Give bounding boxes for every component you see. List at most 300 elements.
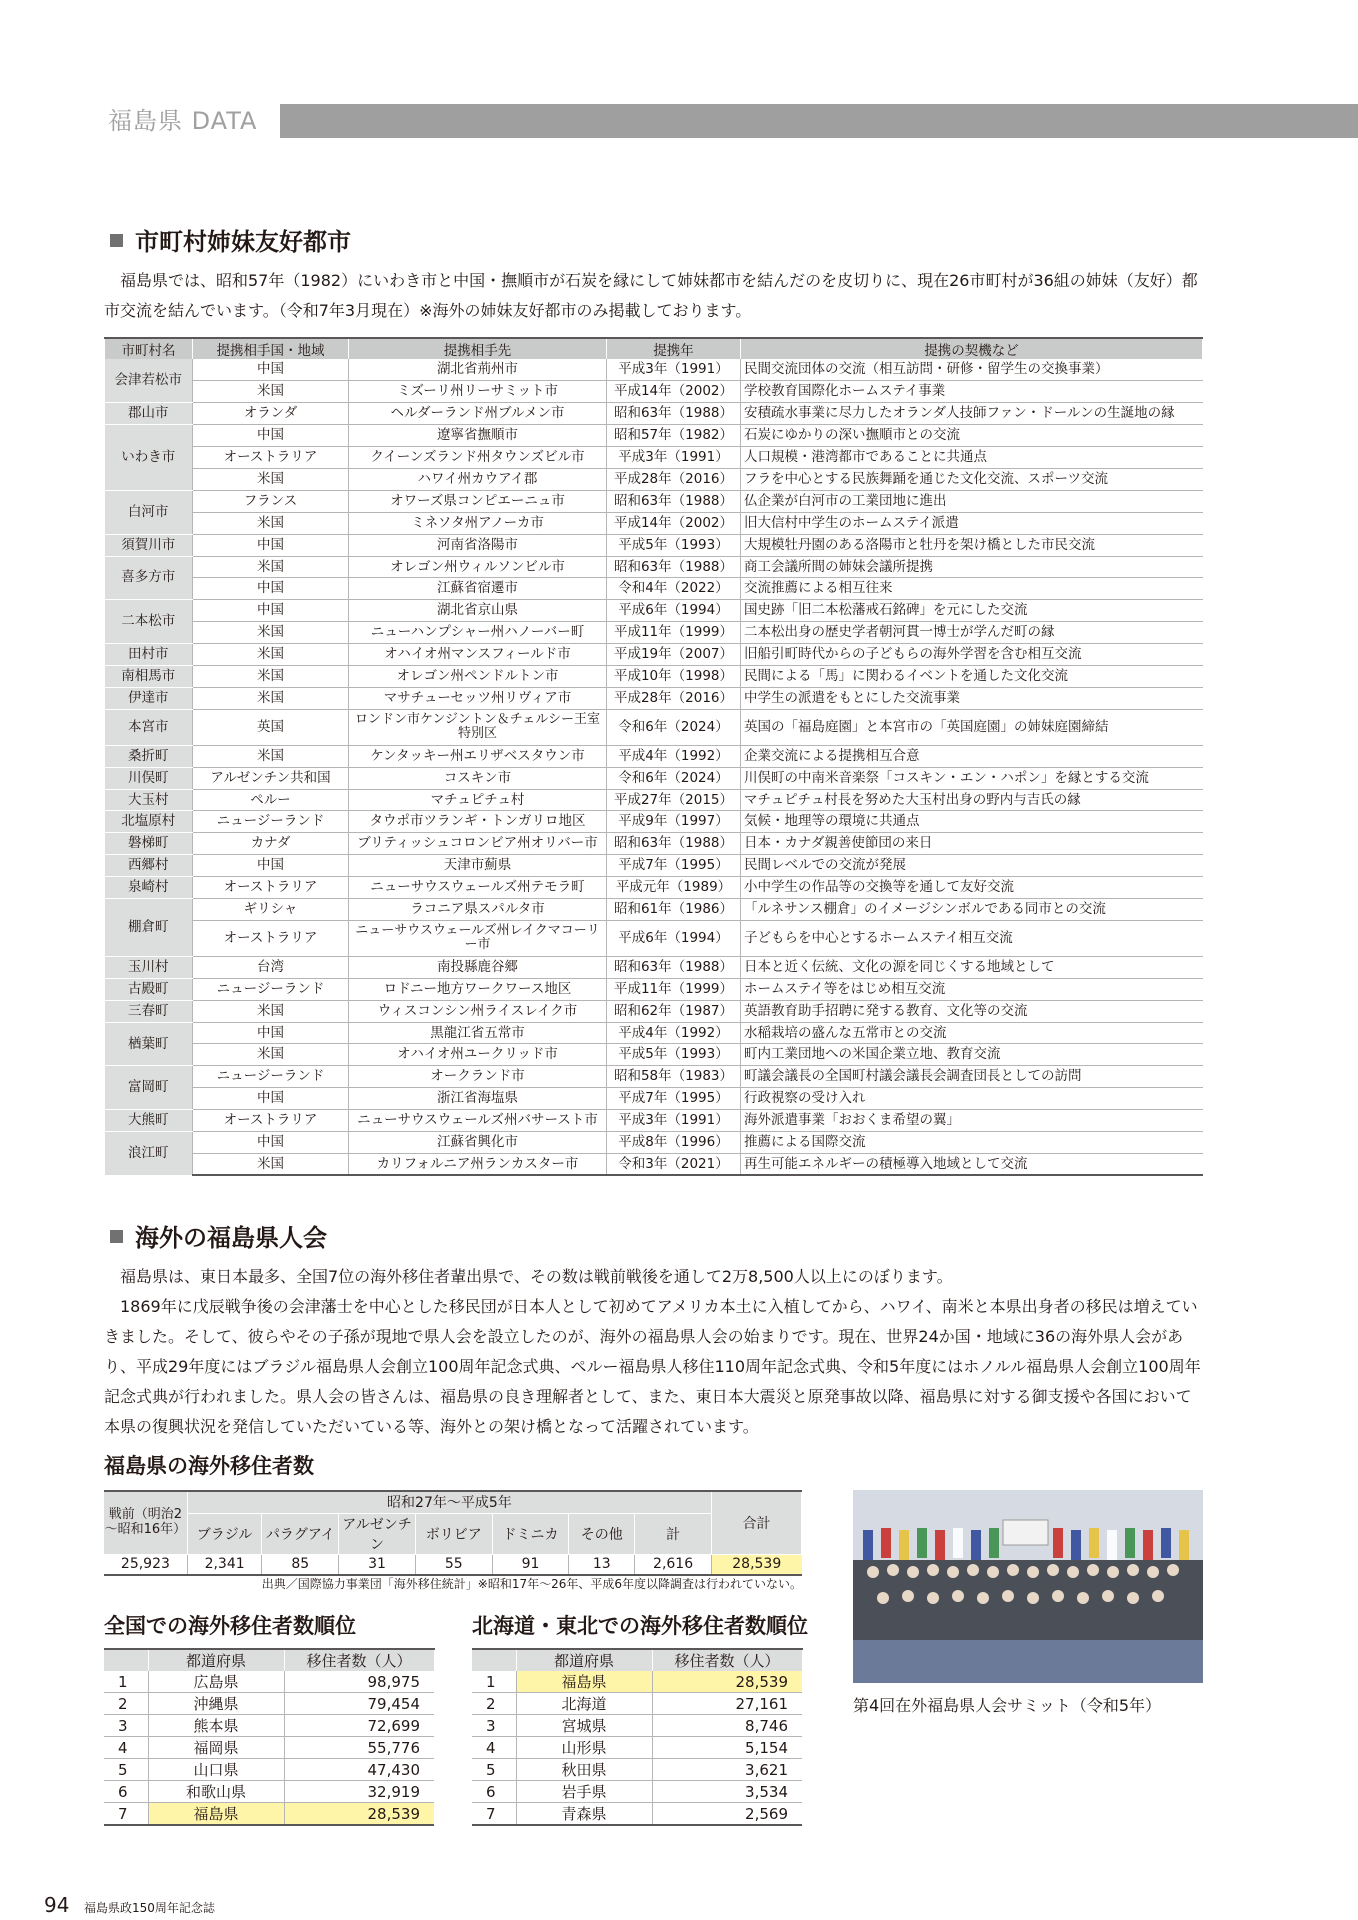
country-cell: 米国 bbox=[193, 665, 349, 687]
city-cell: 須賀川市 bbox=[105, 534, 193, 556]
year-cell: 平成7年（1995） bbox=[607, 1088, 741, 1110]
total-header: 合計 bbox=[712, 1491, 802, 1554]
country-cell: ニュージーランド bbox=[193, 1066, 349, 1088]
reason-cell: 仏企業が白河市の工業団地に進出 bbox=[741, 490, 1203, 512]
city-cell: 浪江町 bbox=[105, 1132, 193, 1176]
reason-cell: 民間による「馬」に関わるイベントを通した文化交流 bbox=[741, 665, 1203, 687]
count-cell: 28,539 bbox=[284, 1803, 434, 1826]
emigrants-title: 福島県の海外移住者数 bbox=[104, 1454, 314, 1478]
national-rank-title: 全国での海外移住者数順位 bbox=[104, 1614, 356, 1638]
country-cell: 中国 bbox=[193, 425, 349, 447]
table-row bbox=[105, 1088, 1203, 1110]
table-row bbox=[105, 789, 1203, 811]
pref-cell: 和歌山県 bbox=[148, 1781, 284, 1803]
city-cell: 二本松市 bbox=[105, 600, 193, 644]
year-cell: 平成28年（2016） bbox=[607, 468, 741, 490]
year-cell: 平成元年（1989） bbox=[607, 877, 741, 899]
partner-cell: ロンドン市ケンジントン＆チェルシー王室特別区 bbox=[349, 709, 607, 745]
city-cell: 会津若松市 bbox=[105, 359, 193, 403]
partner-cell: ハワイ州カウアイ郡 bbox=[349, 468, 607, 490]
reason-cell: 日本と近く伝統、文化の源を同じくする地域として bbox=[741, 956, 1203, 978]
table-row bbox=[105, 665, 1203, 687]
year-cell: 昭和63年（1988） bbox=[607, 956, 741, 978]
pref-cell: 熊本県 bbox=[148, 1715, 284, 1737]
year-cell: 昭和63年（1988） bbox=[607, 556, 741, 578]
reason-cell: 「ルネサンス棚倉」のイメージシンボルである同市との交流 bbox=[741, 898, 1203, 920]
country-cell: オランダ bbox=[193, 403, 349, 425]
reason-cell: 旧船引町時代からの子どもらの海外学習を含む相互交流 bbox=[741, 644, 1203, 666]
partner-cell: 天津市薊県 bbox=[349, 855, 607, 877]
partner-cell: オワーズ県コンピエーニュ市 bbox=[349, 490, 607, 512]
country-cell: 米国 bbox=[193, 687, 349, 709]
rank-cell: 7 bbox=[472, 1803, 516, 1826]
period-header: 昭和27年～平成5年 bbox=[187, 1491, 711, 1513]
table-row bbox=[105, 956, 1203, 978]
city-cell: 田村市 bbox=[105, 644, 193, 666]
reason-cell: 民間レベルでの交流が発展 bbox=[741, 855, 1203, 877]
reason-cell: 小中学生の作品等の交換等を通して友好交流 bbox=[741, 877, 1203, 899]
rank-row bbox=[104, 1759, 434, 1781]
partner-cell: 湖北省荊州市 bbox=[349, 359, 607, 381]
rank-row bbox=[472, 1715, 802, 1737]
table-row bbox=[105, 1022, 1203, 1044]
partner-cell: ブリティッシュコロンビア州オリバー市 bbox=[349, 833, 607, 855]
table-row bbox=[105, 920, 1203, 956]
table-row bbox=[105, 425, 1203, 447]
country-cell: オーストラリア bbox=[193, 920, 349, 956]
rank-row bbox=[472, 1671, 802, 1693]
reason-cell: 中学生の派遣をもとにした交流事業 bbox=[741, 687, 1203, 709]
rank-cell: 5 bbox=[472, 1759, 516, 1781]
city-cell: 磐梯町 bbox=[105, 833, 193, 855]
reason-cell: 水稲栽培の盛んな五常市との交流 bbox=[741, 1022, 1203, 1044]
table-row bbox=[105, 359, 1203, 381]
country-cell: 英国 bbox=[193, 709, 349, 745]
year-cell: 令和6年（2024） bbox=[607, 709, 741, 745]
country-value: 2,616 bbox=[635, 1554, 712, 1575]
reason-cell: 英国の「福島庭園」と本宮市の「英国庭園」の姉妹庭園締結 bbox=[741, 709, 1203, 745]
rank-row bbox=[472, 1693, 802, 1715]
header-label: 福島県 DATA bbox=[104, 104, 280, 138]
country-cell: 米国 bbox=[193, 1000, 349, 1022]
table-row bbox=[105, 1153, 1203, 1175]
rank-cell: 1 bbox=[472, 1671, 516, 1693]
year-cell: 令和3年（2021） bbox=[607, 1153, 741, 1175]
rank-cell: 2 bbox=[472, 1693, 516, 1715]
year-cell: 平成4年（1992） bbox=[607, 1022, 741, 1044]
table-row bbox=[105, 534, 1203, 556]
reason-cell: 企業交流による提携相互合意 bbox=[741, 745, 1203, 767]
partner-cell: ニューハンプシャー州ハノーバー町 bbox=[349, 622, 607, 644]
city-cell: 大玉村 bbox=[105, 789, 193, 811]
rank-header bbox=[472, 1649, 516, 1671]
country-cell: 中国 bbox=[193, 855, 349, 877]
country-value: 55 bbox=[415, 1554, 492, 1575]
reason-cell: 子どもらを中心とするホームステイ相互交流 bbox=[741, 920, 1203, 956]
table-row bbox=[105, 556, 1203, 578]
pref-cell: 山形県 bbox=[516, 1737, 652, 1759]
city-cell: 本宮市 bbox=[105, 709, 193, 745]
year-cell: 平成11年（1999） bbox=[607, 978, 741, 1000]
year-cell: 平成5年（1993） bbox=[607, 1044, 741, 1066]
country-cell: 米国 bbox=[193, 512, 349, 534]
rank-row bbox=[104, 1715, 434, 1737]
sister-intro: 福島県では、昭和57年（1982）にいわき市と中国・撫順市が石炭を縁にして姉妹都市を結んだのを皮切りに、現在26市町村が36組の姉妹（友好）都市交流を結んでいます。（令和7年3月現在）※海外の姉妹友好都市のみ掲載しております。 bbox=[104, 271, 1198, 320]
city-cell: 泉崎村 bbox=[105, 877, 193, 899]
country-cell: 米国 bbox=[193, 556, 349, 578]
table-row bbox=[105, 745, 1203, 767]
partner-cell: タウポ市ツランギ・トンガリロ地区 bbox=[349, 811, 607, 833]
year-cell: 平成5年（1993） bbox=[607, 534, 741, 556]
partner-cell: カリフォルニア州ランカスター市 bbox=[349, 1153, 607, 1175]
count-cell: 72,699 bbox=[284, 1715, 434, 1737]
partner-cell: 江蘇省宿遷市 bbox=[349, 578, 607, 600]
city-cell: 伊達市 bbox=[105, 687, 193, 709]
rank-header bbox=[104, 1649, 148, 1671]
partner-cell: ニューサウスウェールズ州バサースト市 bbox=[349, 1110, 607, 1132]
country-header: ブラジル bbox=[187, 1513, 262, 1554]
country-header: ドミニカ bbox=[492, 1513, 569, 1554]
rank-row bbox=[104, 1737, 434, 1759]
reason-cell: 人口規模・港湾都市であることに共通点 bbox=[741, 447, 1203, 469]
partner-cell: クイーンズランド州タウンズビル市 bbox=[349, 447, 607, 469]
reason-cell: 旧大信村中学生のホームステイ派遣 bbox=[741, 512, 1203, 534]
city-cell: 南相馬市 bbox=[105, 665, 193, 687]
country-cell: カナダ bbox=[193, 833, 349, 855]
partner-cell: マチュピチュ村 bbox=[349, 789, 607, 811]
table-row bbox=[105, 1000, 1203, 1022]
rank-cell: 1 bbox=[104, 1671, 148, 1693]
count-cell: 47,430 bbox=[284, 1759, 434, 1781]
year-cell: 平成10年（1998） bbox=[607, 665, 741, 687]
year-cell: 平成4年（1992） bbox=[607, 745, 741, 767]
count-cell: 27,161 bbox=[652, 1693, 802, 1715]
prewar-value: 25,923 bbox=[104, 1554, 187, 1575]
header-bar bbox=[104, 104, 1358, 138]
section-title-sister: 市町村姉妹友好都市 bbox=[110, 222, 351, 257]
partner-cell: オハイオ州マンスフィールド市 bbox=[349, 644, 607, 666]
city-cell: 大熊町 bbox=[105, 1110, 193, 1132]
pref-cell: 広島県 bbox=[148, 1671, 284, 1693]
reason-cell: 再生可能エネルギーの積極導入地域として交流 bbox=[741, 1153, 1203, 1175]
count-cell: 2,569 bbox=[652, 1803, 802, 1826]
country-header: ボリビア bbox=[415, 1513, 492, 1554]
country-cell: 台湾 bbox=[193, 956, 349, 978]
table-row bbox=[105, 833, 1203, 855]
table-row bbox=[105, 709, 1203, 745]
year-cell: 平成3年（1991） bbox=[607, 359, 741, 381]
year-cell: 令和6年（2024） bbox=[607, 767, 741, 789]
partner-cell: ケンタッキー州エリザベスタウン市 bbox=[349, 745, 607, 767]
reason-cell: マチュピチュ村長を努めた大玉村出身の野内与吉氏の縁 bbox=[741, 789, 1203, 811]
partner-cell: 浙江省海塩県 bbox=[349, 1088, 607, 1110]
city-cell: いわき市 bbox=[105, 425, 193, 491]
city-cell: 玉川村 bbox=[105, 956, 193, 978]
pref-cell: 岩手県 bbox=[516, 1781, 652, 1803]
table-row bbox=[105, 381, 1203, 403]
count-cell: 79,454 bbox=[284, 1693, 434, 1715]
country-cell: ギリシャ bbox=[193, 898, 349, 920]
city-cell: 川俣町 bbox=[105, 767, 193, 789]
city-cell: 棚倉町 bbox=[105, 898, 193, 956]
partner-cell: ロドニー地方ワークワース地区 bbox=[349, 978, 607, 1000]
table-row bbox=[105, 1044, 1203, 1066]
table-row bbox=[105, 767, 1203, 789]
country-cell: ニュージーランド bbox=[193, 978, 349, 1000]
sister-city-table bbox=[104, 337, 1203, 1176]
table-row bbox=[105, 898, 1203, 920]
partner-cell: ニューサウスウェールズ州レイクマコーリー市 bbox=[349, 920, 607, 956]
country-cell: 中国 bbox=[193, 359, 349, 381]
table-row bbox=[105, 855, 1203, 877]
country-header: その他 bbox=[569, 1513, 635, 1554]
country-value: 85 bbox=[262, 1554, 339, 1575]
country-cell: アルゼンチン共和国 bbox=[193, 767, 349, 789]
country-cell: 中国 bbox=[193, 578, 349, 600]
partner-cell: コスキン市 bbox=[349, 767, 607, 789]
reason-cell: 二本松出身の歴史学者朝河貫一博士が学んだ町の縁 bbox=[741, 622, 1203, 644]
rank-row bbox=[472, 1737, 802, 1759]
table-row bbox=[105, 644, 1203, 666]
rank-cell: 7 bbox=[104, 1803, 148, 1826]
table-row bbox=[105, 468, 1203, 490]
reason-cell: 町議会議長の全国町村議会議長会調査団長としての訪問 bbox=[741, 1066, 1203, 1088]
year-cell: 平成6年（1994） bbox=[607, 920, 741, 956]
table-row bbox=[105, 447, 1203, 469]
year-cell: 昭和58年（1983） bbox=[607, 1066, 741, 1088]
reason-cell: 学校教育国際化ホームステイ事業 bbox=[741, 381, 1203, 403]
reason-cell: 国史跡「旧二本松藩戒石銘碑」を元にした交流 bbox=[741, 600, 1203, 622]
col-header: 市町村名 bbox=[105, 338, 193, 359]
pref-cell: 沖縄県 bbox=[148, 1693, 284, 1715]
table-row bbox=[105, 1132, 1203, 1154]
year-cell: 平成14年（2002） bbox=[607, 512, 741, 534]
pref-cell: 青森県 bbox=[516, 1803, 652, 1826]
table-row bbox=[105, 512, 1203, 534]
country-cell: 米国 bbox=[193, 1153, 349, 1175]
col-header: 提携年 bbox=[607, 338, 741, 359]
count-cell: 3,621 bbox=[652, 1759, 802, 1781]
city-cell: 西郷村 bbox=[105, 855, 193, 877]
col-header: 提携相手国・地域 bbox=[193, 338, 349, 359]
country-value: 2,341 bbox=[187, 1554, 262, 1575]
pref-header: 都道府県 bbox=[516, 1649, 652, 1671]
rank-row bbox=[104, 1693, 434, 1715]
prewar-header: 戦前（明治2～昭和16年） bbox=[104, 1491, 187, 1554]
rank-cell: 3 bbox=[472, 1715, 516, 1737]
city-cell: 北塩原村 bbox=[105, 811, 193, 833]
reason-cell: 商工会議所間の姉妹会議所提携 bbox=[741, 556, 1203, 578]
city-cell: 楢葉町 bbox=[105, 1022, 193, 1066]
table-row bbox=[105, 600, 1203, 622]
footer-text: 福島県政150周年記念誌 bbox=[84, 1901, 215, 1915]
reason-cell: 英語教育助手招聘に発する教育、文化等の交流 bbox=[741, 1000, 1203, 1022]
pref-cell: 福島県 bbox=[148, 1803, 284, 1826]
country-cell: 米国 bbox=[193, 1044, 349, 1066]
count-cell: 32,919 bbox=[284, 1781, 434, 1803]
regional-rank-table bbox=[472, 1648, 803, 1826]
country-value: 13 bbox=[569, 1554, 635, 1575]
section-title-overseas: 海外の福島県人会 bbox=[110, 1218, 327, 1253]
table-row bbox=[105, 811, 1203, 833]
country-cell: ニュージーランド bbox=[193, 811, 349, 833]
count-cell: 98,975 bbox=[284, 1671, 434, 1693]
city-cell: 桑折町 bbox=[105, 745, 193, 767]
reason-cell: 日本・カナダ親善使節団の来日 bbox=[741, 833, 1203, 855]
table-row bbox=[105, 403, 1203, 425]
partner-cell: オレゴン州ウィルソンビル市 bbox=[349, 556, 607, 578]
country-cell: 中国 bbox=[193, 534, 349, 556]
partner-cell: 遼寧省撫順市 bbox=[349, 425, 607, 447]
year-cell: 昭和63年（1988） bbox=[607, 490, 741, 512]
year-cell: 令和4年（2022） bbox=[607, 578, 741, 600]
partner-cell: 黒龍江省五常市 bbox=[349, 1022, 607, 1044]
rank-row bbox=[104, 1781, 434, 1803]
regional-rank-title: 北海道・東北での海外移住者数順位 bbox=[472, 1614, 808, 1638]
partner-cell: ミネソタ州アノーカ市 bbox=[349, 512, 607, 534]
count-cell: 5,154 bbox=[652, 1737, 802, 1759]
rank-row bbox=[104, 1671, 434, 1693]
country-cell: ペルー bbox=[193, 789, 349, 811]
partner-cell: ラコニア県スパルタ市 bbox=[349, 898, 607, 920]
overseas-para-2: 1869年に戊辰戦争後の会津藩士を中心とした移民団が日本人として初めてアメリカ本土に入植してから、ハワイ、南米と本県出身者の移民は増えていきました。そして、彼らやその子孫が現地で県人会を設立したのが、海外の福島県人会の始まりです。現在、世界24か国・地域に36の海外県人会があり、平成29年度にはブラジル福島県人会創立100周年記念式典、ペルー福島県人移住110周年記念式典、令和5年度にはホノルル福島県人会創立100周年記念式典が行われました。県人会の皆さんは、福島県の良き理解者として、また、東日本大震災と原発事故以降、福島県に対する御支援や各国において本県の復興状況を発信していただいている等、海外との架け橋となって活躍されています。 bbox=[104, 1297, 1201, 1436]
rank-row bbox=[104, 1803, 434, 1826]
year-cell: 平成3年（1991） bbox=[607, 1110, 741, 1132]
country-header: パラグアイ bbox=[262, 1513, 339, 1554]
year-cell: 昭和62年（1987） bbox=[607, 1000, 741, 1022]
partner-cell: オレゴン州ペンドルトン市 bbox=[349, 665, 607, 687]
pref-cell: 秋田県 bbox=[516, 1759, 652, 1781]
overseas-para-1: 福島県は、東日本最多、全国7位の海外移住者輩出県で、その数は戦前戦後を通して2万8,500人以上にのぼります。 bbox=[104, 1267, 953, 1286]
partner-cell: マサチューセッツ州リヴィア市 bbox=[349, 687, 607, 709]
country-cell: オーストラリア bbox=[193, 1110, 349, 1132]
reason-cell: 気候・地理等の環境に共通点 bbox=[741, 811, 1203, 833]
pref-cell: 山口県 bbox=[148, 1759, 284, 1781]
national-rank-table bbox=[104, 1648, 435, 1826]
country-cell: オーストラリア bbox=[193, 877, 349, 899]
rank-row bbox=[472, 1781, 802, 1803]
partner-cell: 江蘇省興化市 bbox=[349, 1132, 607, 1154]
year-cell: 昭和61年（1986） bbox=[607, 898, 741, 920]
year-cell: 平成14年（2002） bbox=[607, 381, 741, 403]
year-cell: 昭和63年（1988） bbox=[607, 833, 741, 855]
partner-cell: 南投縣鹿谷郷 bbox=[349, 956, 607, 978]
count-header: 移住者数（人） bbox=[652, 1649, 802, 1671]
photo-caption: 第4回在外福島県人会サミット（令和5年） bbox=[853, 1696, 1162, 1715]
year-cell: 平成3年（1991） bbox=[607, 447, 741, 469]
country-value: 31 bbox=[339, 1554, 416, 1575]
count-cell: 28,539 bbox=[652, 1671, 802, 1693]
table-row bbox=[105, 877, 1203, 899]
partner-cell: 湖北省京山県 bbox=[349, 600, 607, 622]
country-value: 91 bbox=[492, 1554, 569, 1575]
table-row bbox=[105, 622, 1203, 644]
partner-cell: ヘルダーランド州ブルメン市 bbox=[349, 403, 607, 425]
reason-cell: 海外派遣事業「おおくま希望の翼」 bbox=[741, 1110, 1203, 1132]
table-row bbox=[105, 1066, 1203, 1088]
rank-cell: 2 bbox=[104, 1693, 148, 1715]
table-row bbox=[105, 1110, 1203, 1132]
source-note: 出典／国際協力事業団「海外移住統計」※昭和17年～26年、平成6年度以降調査は行われていない。 bbox=[261, 1577, 802, 1591]
total-value: 28,539 bbox=[712, 1554, 802, 1575]
country-cell: 米国 bbox=[193, 745, 349, 767]
city-cell: 三春町 bbox=[105, 1000, 193, 1022]
year-cell: 平成8年（1996） bbox=[607, 1132, 741, 1154]
reason-cell: 石炭にゆかりの深い撫順市との交流 bbox=[741, 425, 1203, 447]
pref-cell: 福岡県 bbox=[148, 1737, 284, 1759]
table-row bbox=[105, 490, 1203, 512]
country-cell: 中国 bbox=[193, 600, 349, 622]
partner-cell: オークランド市 bbox=[349, 1066, 607, 1088]
year-cell: 平成9年（1997） bbox=[607, 811, 741, 833]
year-cell: 平成28年（2016） bbox=[607, 687, 741, 709]
reason-cell: 推薦による国際交流 bbox=[741, 1132, 1203, 1154]
country-cell: 中国 bbox=[193, 1132, 349, 1154]
count-cell: 55,776 bbox=[284, 1737, 434, 1759]
year-cell: 平成6年（1994） bbox=[607, 600, 741, 622]
reason-cell: 民間交流団体の交流（相互訪問・研修・留学生の交換事業） bbox=[741, 359, 1203, 381]
square-bullet-icon bbox=[110, 1230, 123, 1243]
rank-row bbox=[472, 1759, 802, 1781]
country-cell: オーストラリア bbox=[193, 447, 349, 469]
reason-cell: フラを中心とする民族舞踊を通じた文化交流、スポーツ交流 bbox=[741, 468, 1203, 490]
page-number: 94 bbox=[44, 1893, 70, 1917]
country-cell: 米国 bbox=[193, 381, 349, 403]
rank-cell: 3 bbox=[104, 1715, 148, 1737]
year-cell: 平成27年（2015） bbox=[607, 789, 741, 811]
summit-group-photo bbox=[853, 1490, 1203, 1683]
reason-cell: 川俣町の中南米音楽祭「コスキン・エン・ハポン」を縁とする交流 bbox=[741, 767, 1203, 789]
country-cell: 中国 bbox=[193, 1022, 349, 1044]
year-cell: 平成19年（2007） bbox=[607, 644, 741, 666]
city-cell: 喜多方市 bbox=[105, 556, 193, 600]
count-cell: 3,534 bbox=[652, 1781, 802, 1803]
pref-cell: 北海道 bbox=[516, 1693, 652, 1715]
country-cell: 米国 bbox=[193, 622, 349, 644]
reason-cell: 大規模牡丹園のある洛陽市と牡丹を架け橋とした市民交流 bbox=[741, 534, 1203, 556]
rank-cell: 4 bbox=[472, 1737, 516, 1759]
pref-header: 都道府県 bbox=[148, 1649, 284, 1671]
pref-cell: 福島県 bbox=[516, 1671, 652, 1693]
city-cell: 富岡町 bbox=[105, 1066, 193, 1110]
country-cell: 中国 bbox=[193, 1088, 349, 1110]
partner-cell: ニューサウスウェールズ州テモラ町 bbox=[349, 877, 607, 899]
table-row bbox=[105, 578, 1203, 600]
count-header: 移住者数（人） bbox=[284, 1649, 434, 1671]
table-row bbox=[105, 978, 1203, 1000]
partner-cell: ウィスコンシン州ライスレイク市 bbox=[349, 1000, 607, 1022]
emigrants-table bbox=[104, 1490, 802, 1576]
city-cell: 白河市 bbox=[105, 490, 193, 534]
country-header: アルゼンチン bbox=[339, 1513, 416, 1554]
rank-cell: 6 bbox=[472, 1781, 516, 1803]
table-row bbox=[105, 687, 1203, 709]
count-cell: 8,746 bbox=[652, 1715, 802, 1737]
rank-cell: 5 bbox=[104, 1759, 148, 1781]
rank-cell: 4 bbox=[104, 1737, 148, 1759]
pref-cell: 宮城県 bbox=[516, 1715, 652, 1737]
year-cell: 昭和63年（1988） bbox=[607, 403, 741, 425]
country-header: 計 bbox=[635, 1513, 712, 1554]
reason-cell: 行政視察の受け入れ bbox=[741, 1088, 1203, 1110]
year-cell: 昭和57年（1982） bbox=[607, 425, 741, 447]
country-cell: フランス bbox=[193, 490, 349, 512]
col-header: 提携相手先 bbox=[349, 338, 607, 359]
year-cell: 平成11年（1999） bbox=[607, 622, 741, 644]
country-cell: 米国 bbox=[193, 644, 349, 666]
rank-row bbox=[472, 1803, 802, 1826]
partner-cell: オハイオ州ユークリッド市 bbox=[349, 1044, 607, 1066]
